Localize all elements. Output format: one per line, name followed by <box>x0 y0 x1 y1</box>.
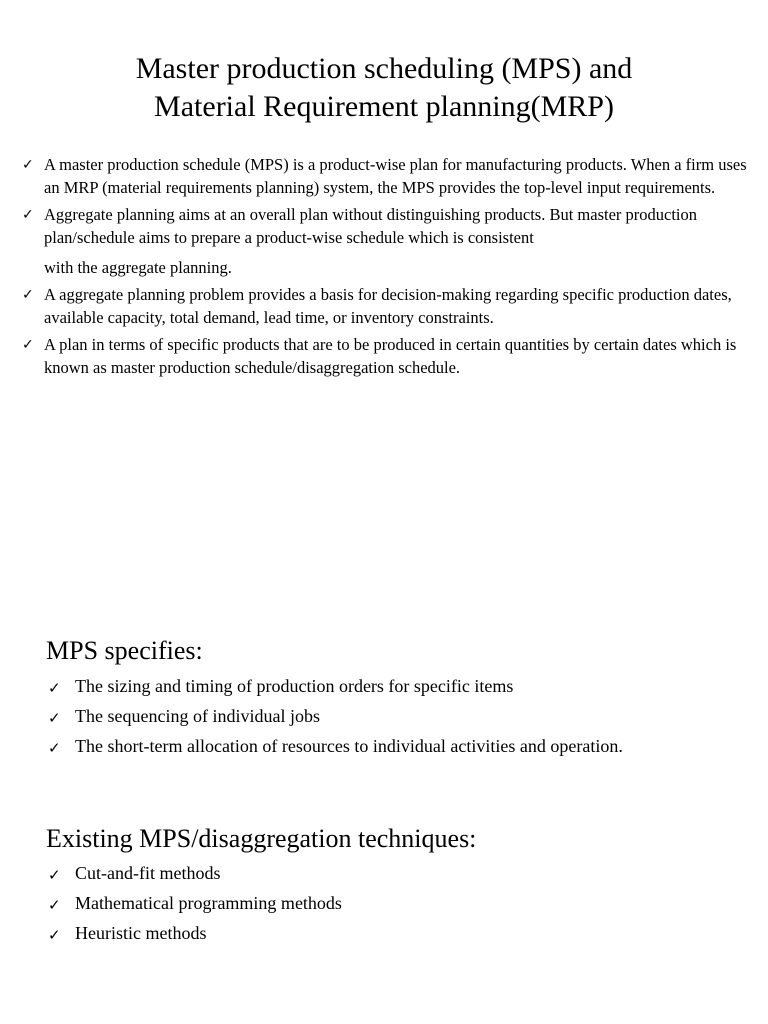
item-text: The short-term allocation of resources to individual activities and operation. <box>75 736 623 756</box>
checkmark-icon: ✓ <box>48 926 61 944</box>
list-item <box>22 283 752 329</box>
list-item <box>22 153 752 199</box>
list-item <box>48 674 668 699</box>
list-item <box>22 333 752 379</box>
item-text: Cut-and-fit methods <box>75 863 221 883</box>
checkmark-icon: ✓ <box>48 866 61 884</box>
checkmark-icon: ✓ <box>48 679 61 697</box>
list-item <box>48 921 668 946</box>
mps-specifies-list <box>48 674 668 764</box>
bullet-text: A plan in terms of specific products that are to be produced in certain quantities by certain dates which is known as master production schedule/disaggregation schedule. <box>44 335 737 377</box>
checkmark-icon: ✓ <box>22 337 34 353</box>
bullet-text-continuation: with the aggregate planning. <box>44 258 232 277</box>
checkmark-icon: ✓ <box>22 157 34 173</box>
title-line-1: Master production scheduling (MPS) and <box>135 52 633 85</box>
mps-specifies-heading: MPS specifies: <box>46 636 203 665</box>
list-item <box>48 704 668 729</box>
bullet-text: A master production schedule (MPS) is a product-wise plan for manufacturing products. When a firm uses an MRP (material requirements planning) system, the MPS provides the top-level input requirements. <box>44 155 747 197</box>
intro-bullet-list <box>22 153 752 383</box>
checkmark-icon: ✓ <box>48 896 61 914</box>
bullet-text: Aggregate planning aims at an overall plan without distinguishing products. But master production plan/schedule aims to prepare a product-wise schedule which is consistent <box>44 205 698 247</box>
checkmark-icon: ✓ <box>22 207 34 223</box>
list-item <box>48 734 668 759</box>
checkmark-icon: ✓ <box>22 287 34 303</box>
checkmark-icon: ✓ <box>48 739 61 757</box>
list-item <box>48 861 668 886</box>
list-item <box>48 891 668 916</box>
item-text: Heuristic methods <box>75 923 207 943</box>
checkmark-icon: ✓ <box>48 709 61 727</box>
item-text: The sequencing of individual jobs <box>75 706 320 726</box>
techniques-list <box>48 861 668 951</box>
techniques-heading: Existing MPS/disaggregation techniques: <box>46 824 477 853</box>
title-line-2: Material Requirement planning(MRP) <box>154 90 614 123</box>
item-text: The sizing and timing of production orders for specific items <box>75 676 514 696</box>
list-item <box>22 203 752 279</box>
item-text: Mathematical programming methods <box>75 893 342 913</box>
page-title <box>0 50 768 126</box>
bullet-text: A aggregate planning problem provides a basis for decision-making regarding specific production dates, available capacity, total demand, lead time, or inventory constraints. <box>44 285 732 327</box>
